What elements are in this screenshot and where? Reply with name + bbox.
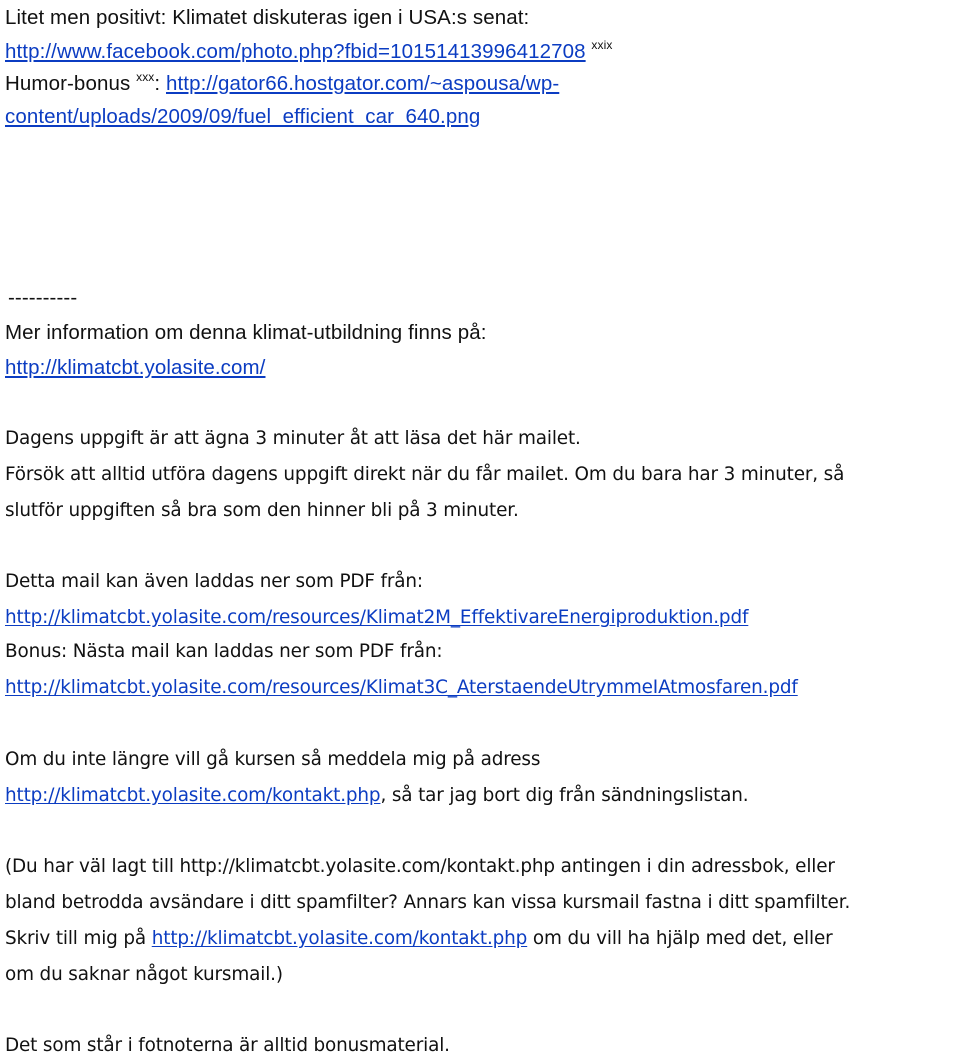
unsubscribe-text: Om du inte längre vill gå kursen så meddela mig på adress	[5, 749, 541, 770]
bonus-text: Bonus: Nästa mail kan laddas ner som PDF från:	[5, 641, 443, 662]
humor-bonus-link-part1[interactable]: http://gator66.hostgator.com/~aspousa/wp-	[166, 72, 560, 95]
humor-bonus-link-line	[5, 102, 480, 132]
humor-bonus-link-part2[interactable]: content/uploads/2009/09/fuel_efficient_car_640.png	[5, 105, 481, 128]
bonus-pdf-link[interactable]: http://klimatcbt.yolasite.com/resources/Klimat3C_AterstaendeUtrymmeIAtmosfaren.pdf	[5, 677, 798, 698]
bonus-link-line	[5, 673, 798, 703]
spamfilter-line-3	[5, 924, 833, 954]
pdf-link-line	[5, 603, 748, 633]
task-line-2: Försök att alltid utföra dagens uppgift direkt när du får mailet. Om du bara har 3 minuter, så	[5, 464, 845, 485]
kontakt-link[interactable]: http://klimatcbt.yolasite.com/kontakt.php	[5, 785, 381, 806]
humor-bonus-line	[5, 69, 559, 99]
pdf-download-link[interactable]: http://klimatcbt.yolasite.com/resources/Klimat2M_EffektivareEnergiproduktion.pdf	[5, 607, 749, 628]
spamfilter-line-2: bland betrodda avsändare i ditt spamfilter? Annars kan vissa kursmail fastna i ditt spamfilter.	[5, 892, 851, 913]
write-to-me-suffix: om du vill ha hjälp med det, eller	[527, 928, 833, 949]
footnote-note: Det som står i fotnoterna är alltid bonusmaterial.	[5, 1035, 450, 1056]
separator: ----------	[8, 286, 78, 309]
kontakt-link-2[interactable]: http://klimatcbt.yolasite.com/kontakt.php	[151, 928, 528, 949]
spamfilter-line-4: om du saknar något kursmail.)	[5, 964, 283, 985]
senate-intro-line: Litet men positivt: Klimatet diskuteras igen i USA:s senat:	[5, 6, 530, 29]
klimatcbt-home-link[interactable]: http://klimatcbt.yolasite.com/	[5, 356, 266, 379]
task-line-3: slutför uppgiften så bra som den hinner bli på 3 minuter.	[5, 500, 519, 521]
spamfilter-line-1: (Du har väl lagt till http://klimatcbt.yolasite.com/kontakt.php antingen i din adressbok, eller	[5, 856, 835, 877]
task-line-1: Dagens uppgift är att ägna 3 minuter åt att läsa det här mailet.	[5, 428, 581, 449]
footnote-ref-xxix: xxix	[591, 38, 613, 52]
humor-bonus-colon: :	[154, 72, 166, 95]
facebook-photo-link[interactable]: http://www.facebook.com/photo.php?fbid=10151413996412708	[5, 40, 586, 63]
pdf-text: Detta mail kan även laddas ner som PDF från:	[5, 571, 423, 592]
write-to-me-prefix: Skriv till mig på	[5, 928, 152, 949]
footnote-ref-xxx: xxx	[136, 70, 155, 84]
unsubscribe-link-line	[5, 781, 748, 811]
info-text: Mer information om denna klimat-utbildning finns på:	[5, 321, 487, 344]
unsubscribe-suffix: , så tar jag bort dig från sändningslistan.	[380, 785, 749, 806]
info-link-line	[5, 353, 265, 383]
facebook-line	[5, 37, 613, 67]
humor-bonus-label: Humor-bonus	[5, 72, 137, 95]
